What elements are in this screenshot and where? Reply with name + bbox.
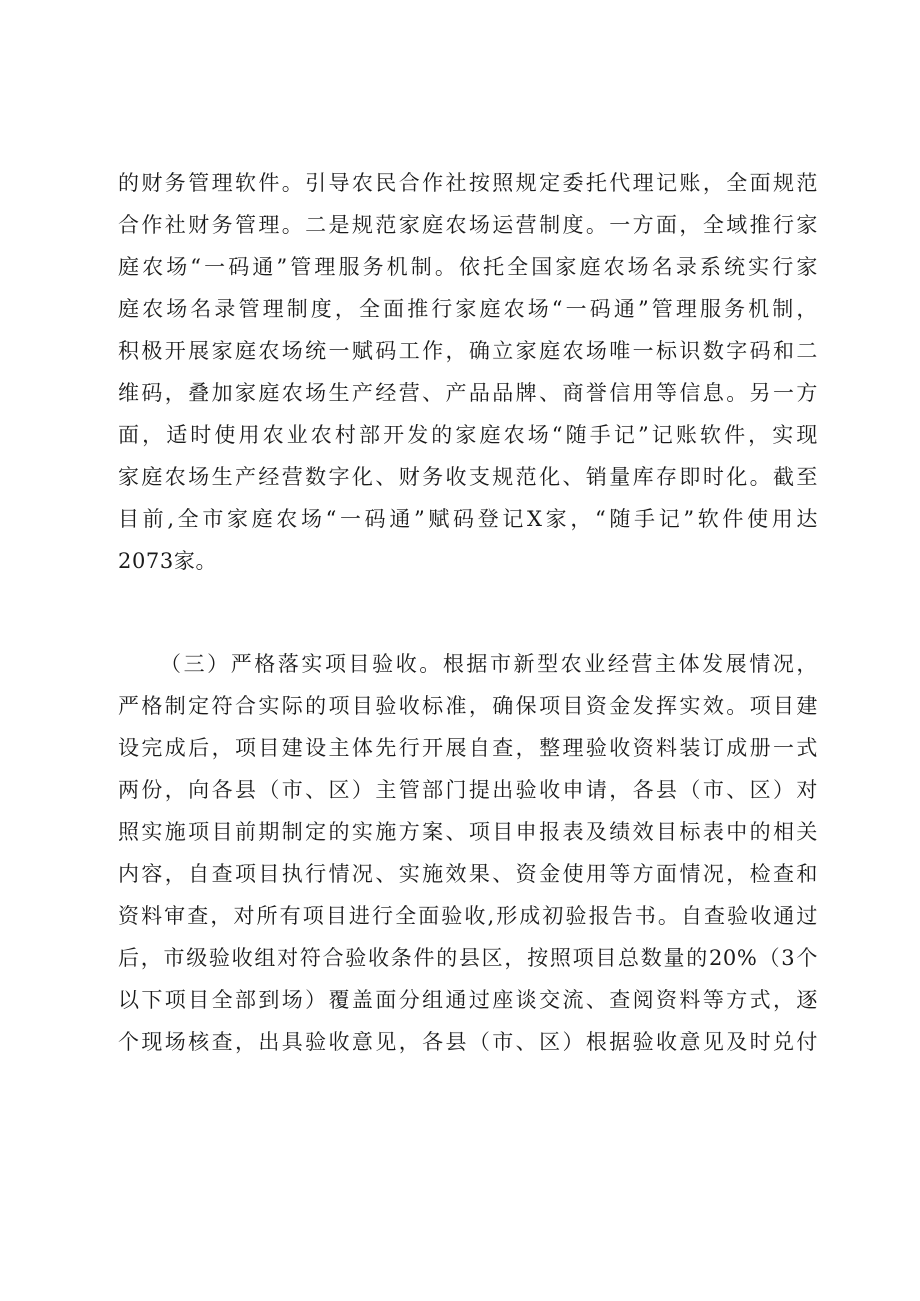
paragraph-1-line-1: 的财务管理软件。引导农民合作社按照规定委托代理记账，全面规范	[118, 171, 818, 195]
paragraph-2-line-4: 两份，向各县（市、区）主管部门提出验收申请，各县（市、区）对	[118, 778, 818, 802]
paragraph-1-line-4: 庭农场名录管理制度，全面推行家庭农场“一码通”管理服务机制，	[118, 297, 818, 321]
paragraph-2-line-9: 以下项目全部到场）覆盖面分组通过座谈交流、查阅资料等方式，逐	[118, 988, 818, 1012]
paragraph-2-line-3: 设完成后，项目建设主体先行开展自查，整理验收资料装订成册一式	[118, 736, 818, 760]
paragraph-1-line-6: 维码，叠加家庭农场生产经营、产品品牌、商誉信用等信息。另一方	[118, 381, 818, 405]
paragraph-2-line-5: 照实施项目前期制定的实施方案、项目申报表及绩效目标表中的相关	[118, 820, 818, 844]
paragraph-1-line-9: 目前,全市家庭农场“一码通”赋码登记X家，“随手记”软件使用达	[118, 507, 818, 531]
paragraph-2-line-6: 内容，自查项目执行情况、实施效果、资金使用等方面情况，检查和	[118, 862, 818, 886]
paragraph-2-line-1: （三）严格落实项目验收。根据市新型农业经营主体发展情况，	[160, 652, 818, 676]
paragraph-1-line-10: 2073家。	[118, 549, 218, 573]
paragraph-1-line-5: 积极开展家庭农场统一赋码工作，确立家庭农场唯一标识数字码和二	[118, 339, 818, 363]
paragraph-2-line-8: 后，市级验收组对符合验收条件的县区，按照项目总数量的20%（3个	[118, 946, 818, 970]
paragraph-1-line-3: 庭农场“一码通”管理服务机制。依托全国家庭农场名录系统实行家	[118, 255, 818, 279]
paragraph-2-line-10: 个现场核查，出具验收意见，各县（市、区）根据验收意见及时兑付	[118, 1030, 818, 1054]
paragraph-1-line-8: 家庭农场生产经营数字化、财务收支规范化、销量库存即时化。截至	[118, 465, 818, 489]
paragraph-1-line-7: 面，适时使用农业农村部开发的家庭农场“随手记”记账软件，实现	[118, 423, 818, 447]
paragraph-2-line-7: 资料审查，对所有项目进行全面验收,形成初验报告书。自查验收通过	[118, 904, 818, 928]
body-text	[118, 163, 818, 1163]
paragraph-2-line-2: 严格制定符合实际的项目验收标准，确保项目资金发挥实效。项目建	[118, 694, 818, 718]
paragraph-1-line-2: 合作社财务管理。二是规范家庭农场运营制度。一方面，全域推行家	[118, 213, 818, 237]
